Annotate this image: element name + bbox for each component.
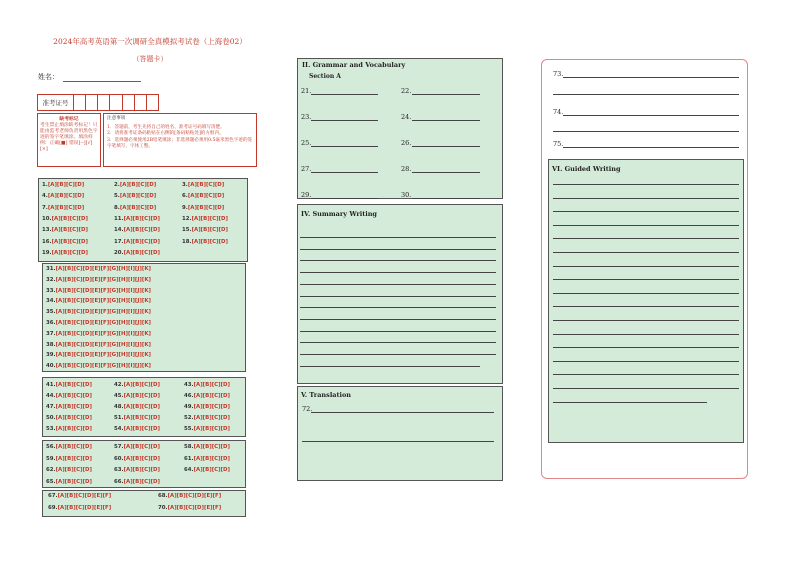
question-number: 49.: [184, 404, 194, 410]
instructions-heading: 注意事项: [107, 116, 126, 121]
question-number: 64.: [184, 467, 194, 474]
guided-writing-line[interactable]: [553, 238, 739, 239]
question-number: 53.: [46, 426, 56, 432]
question-number: 50.: [46, 415, 56, 421]
answer-options[interactable]: [A][B][C][D]: [55, 382, 92, 388]
grammar-item-label: 28.: [401, 165, 412, 173]
answer-options[interactable]: [A][B][C][D][E][F][G][H][I][J][K]: [55, 298, 151, 305]
answer-options[interactable]: [A][B][C][D]: [55, 415, 92, 421]
question-number: 36.: [46, 320, 56, 326]
question-number: 6.: [182, 193, 188, 200]
summary-writing-line[interactable]: [300, 307, 496, 308]
mc-question[interactable]: [158, 505, 221, 511]
mc-question[interactable]: [114, 205, 156, 211]
grammar-item-label: 23.: [301, 113, 312, 121]
summary-writing-box: [297, 204, 503, 384]
grammar-answer-line[interactable]: [412, 198, 480, 199]
mc-question[interactable]: [48, 493, 111, 499]
mc-question[interactable]: [46, 266, 151, 272]
guided-writing-line[interactable]: [553, 374, 739, 375]
translation-title: V. Translation: [301, 391, 352, 399]
mc-question[interactable]: [182, 182, 224, 188]
instructions-box: [103, 113, 257, 167]
question-number: 62.: [46, 467, 56, 474]
grammar-answer-line[interactable]: [311, 120, 378, 121]
absent-mark-heading: 缺考标记: [59, 116, 79, 122]
mc-question[interactable]: [42, 250, 88, 256]
answer-options[interactable]: [A][B][C][D][E][F][G][H][I][J][K]: [55, 276, 151, 283]
answer-options[interactable]: [A][B][C][D][E][F]: [57, 504, 112, 511]
answer-options[interactable]: [A][B][C][D]: [119, 204, 157, 211]
answer-options[interactable]: [A][B][C][D]: [51, 227, 88, 234]
question-number: 47.: [46, 404, 56, 410]
answer-options[interactable]: [A][B][C][D]: [123, 415, 160, 421]
mc-question[interactable]: [114, 182, 156, 188]
question-number: 14.: [114, 227, 124, 234]
grammar-answer-line[interactable]: [311, 146, 378, 147]
mc-question[interactable]: [114, 467, 160, 473]
mc-question[interactable]: [114, 227, 160, 233]
answer-options[interactable]: [A][B][C][D]: [123, 455, 160, 462]
summary-title: IV. Summary Writing: [301, 210, 377, 218]
answer-options[interactable]: [A][B][C][D]: [51, 215, 88, 222]
translation-box: [297, 386, 503, 481]
question-number: 56.: [46, 444, 56, 450]
question-number: 54.: [114, 426, 124, 432]
answer-options[interactable]: [A][B][C][D]: [191, 227, 228, 234]
mc-question[interactable]: [184, 404, 230, 410]
mc-question[interactable]: [114, 239, 160, 245]
question-number: 18.: [182, 238, 192, 245]
mc-question[interactable]: [46, 479, 92, 485]
guided-writing-line[interactable]: [553, 347, 739, 348]
answer-options[interactable]: [A][B][C][D]: [123, 444, 160, 450]
mc-question[interactable]: [48, 505, 111, 511]
question-number: 7.: [42, 204, 48, 211]
question-number: 2.: [114, 182, 120, 188]
grammar-item-label: 21.: [301, 87, 312, 95]
summary-writing-line[interactable]: [300, 354, 496, 355]
answer-options[interactable]: [A][B][C][D][E][F]: [167, 493, 222, 499]
summary-writing-line[interactable]: [300, 260, 496, 261]
answer-options[interactable]: [A][B][C][D][E][F][G][H][I][J][K]: [55, 341, 151, 348]
question-number: 45.: [114, 393, 124, 399]
answer-options[interactable]: [A][B][C][D]: [123, 404, 160, 410]
mc-question[interactable]: [42, 216, 88, 222]
mc-question[interactable]: [184, 456, 230, 462]
mc-question[interactable]: [184, 415, 230, 421]
answer-options[interactable]: [A][B][C][D][E][F]: [57, 493, 112, 499]
answer-options[interactable]: [A][B][C][D]: [193, 467, 230, 474]
answer-options[interactable]: [A][B][C][D]: [187, 204, 225, 211]
name-input[interactable]: [63, 74, 141, 82]
guided-writing-line[interactable]: [553, 388, 739, 389]
question-number: 65.: [46, 479, 56, 486]
answer-options[interactable]: [A][B][C][D]: [123, 382, 160, 388]
exam-number-cell[interactable]: [110, 95, 122, 110]
guided-writing-line[interactable]: [553, 252, 739, 253]
mc-question[interactable]: [46, 393, 92, 399]
question-number: 51.: [114, 415, 124, 421]
mc-question[interactable]: [114, 382, 160, 388]
mc-question[interactable]: [114, 444, 160, 450]
answer-options[interactable]: [A][B][C][D]: [191, 215, 228, 222]
answer-line[interactable]: [311, 412, 494, 413]
answer-options[interactable]: [A][B][C][D]: [191, 238, 228, 245]
grammar-answer-line[interactable]: [412, 120, 480, 121]
question-number: 38.: [46, 341, 56, 348]
answer-line[interactable]: [563, 147, 739, 148]
answer-options[interactable]: [A][B][C][D]: [47, 182, 85, 188]
answer-options[interactable]: [A][B][C][D][E][F][G][H][I][J][K]: [55, 352, 151, 359]
mc-question[interactable]: [46, 309, 151, 315]
question-number: 58.: [184, 444, 194, 450]
mc-question[interactable]: [42, 239, 88, 245]
answer-options[interactable]: [A][B][C][D][E][F][G][H][I][J][K]: [55, 309, 151, 316]
answer-options[interactable]: [A][B][C][D]: [193, 404, 230, 410]
summary-writing-line[interactable]: [300, 237, 496, 238]
grammar-section: Section A: [309, 73, 341, 80]
answer-options[interactable]: [A][B][C][D]: [55, 426, 92, 432]
answer-options[interactable]: [A][B][C][D]: [55, 479, 92, 486]
mc-question[interactable]: [114, 193, 156, 199]
mc-question[interactable]: [182, 227, 228, 233]
question-number: 32.: [46, 276, 56, 283]
grammar-answer-line[interactable]: [412, 94, 480, 95]
answer-line[interactable]: [563, 115, 739, 116]
question-number: 1.: [42, 182, 48, 188]
answer-options[interactable]: [A][B][C][D]: [55, 404, 92, 410]
question-number: 19.: [42, 249, 52, 256]
mc-question[interactable]: [42, 205, 84, 211]
mc-question[interactable]: [158, 493, 221, 499]
question-number: 11.: [114, 215, 124, 222]
mc-question[interactable]: [184, 426, 230, 432]
question-73-label: 73.: [553, 70, 564, 78]
guided-writing-line[interactable]: [553, 198, 739, 199]
answer-options[interactable]: [A][B][C][D]: [187, 182, 225, 188]
question-number: 4.: [42, 193, 48, 200]
question-number: 41.: [46, 382, 56, 388]
mc-question[interactable]: [46, 298, 151, 304]
answer-options[interactable]: [A][B][C][D]: [193, 415, 230, 421]
question-number: 61.: [184, 455, 194, 462]
answer-line[interactable]: [553, 94, 739, 95]
answer-options[interactable]: [A][B][C][D]: [123, 249, 160, 256]
answer-options[interactable]: [A][B][C][D]: [47, 193, 85, 200]
instruction-item: 3．选择题必须使用2B铅笔填涂；非选择题必须用0.5毫米黑色字迹的签字笔填写，字体工整。: [107, 137, 253, 149]
mc-question[interactable]: [46, 277, 151, 283]
question-number: 16.: [42, 238, 52, 245]
mc-question[interactable]: [46, 363, 151, 369]
mc-question[interactable]: [46, 426, 92, 432]
mc-question[interactable]: [46, 404, 92, 410]
question-number: 57.: [114, 444, 124, 450]
guided-writing-line[interactable]: [553, 334, 739, 335]
grammar-title: II. Grammar and Vocabulary: [302, 61, 406, 69]
question-number: 33.: [46, 287, 56, 294]
question-number: 52.: [184, 415, 194, 421]
mc-question[interactable]: [114, 250, 160, 256]
answer-options[interactable]: [A][B][C][D][E][F][G][H][I][J][K]: [55, 320, 151, 326]
mc-question[interactable]: [46, 352, 151, 358]
question-number: 67.: [48, 493, 58, 499]
question-number: 3.: [182, 182, 188, 188]
grammar-item-label: 22.: [401, 87, 412, 95]
answer-options[interactable]: [A][B][C][D]: [123, 426, 160, 432]
mc-question[interactable]: [114, 404, 160, 410]
answer-options[interactable]: [A][B][C][D]: [51, 238, 88, 245]
guided-writing-line[interactable]: [553, 266, 739, 267]
answer-options[interactable]: [A][B][C][D]: [123, 393, 160, 399]
mc-question[interactable]: [46, 382, 92, 388]
question-number: 10.: [42, 215, 52, 222]
summary-writing-line[interactable]: [300, 249, 496, 250]
question-number: 42.: [114, 382, 124, 388]
guided-writing-line[interactable]: [553, 225, 739, 226]
answer-options[interactable]: [A][B][C][D]: [51, 249, 88, 256]
answer-options[interactable]: [A][B][C][D]: [47, 204, 85, 211]
question-number: 15.: [182, 227, 192, 234]
answer-options[interactable]: [A][B][C][D]: [193, 444, 230, 450]
question-number: 39.: [46, 352, 56, 359]
mc-question[interactable]: [46, 320, 151, 326]
instruction-item: 1．答题前，考生先将自己的姓名、准考证号码填写清楚。: [107, 124, 225, 130]
question-75-label: 75.: [553, 140, 564, 148]
question-number: 60.: [114, 455, 124, 462]
answer-line[interactable]: [563, 77, 739, 78]
question-number: 17.: [114, 238, 124, 245]
mc-question[interactable]: [46, 444, 92, 450]
answer-options[interactable]: [A][B][C][D]: [55, 393, 92, 399]
absent-mark-text: 考生禁止填涂缺考标记！只能由监考老师负责用黑色字迹的签字笔填涂。填涂样例：正确[■] 错误[--][√][×]: [40, 123, 98, 152]
grammar-item-label: 30.: [401, 191, 412, 199]
answer-options[interactable]: [A][B][C][D]: [123, 215, 160, 222]
guided-writing-line[interactable]: [553, 306, 739, 307]
exam-number-cell[interactable]: [86, 95, 98, 110]
grammar-item-label: 25.: [301, 139, 312, 147]
answer-options[interactable]: [A][B][C][D]: [119, 193, 157, 200]
question-72-label: 72.: [302, 405, 313, 413]
exam-number-cell[interactable]: [147, 95, 158, 110]
answer-options[interactable]: [A][B][C][D]: [123, 238, 160, 245]
exam-number-cell[interactable]: [98, 95, 110, 110]
mc-question[interactable]: [46, 342, 151, 348]
mc-question[interactable]: [184, 382, 230, 388]
exam-number-cell[interactable]: [74, 95, 86, 110]
question-number: 66.: [114, 479, 124, 486]
question-74-label: 74.: [553, 108, 564, 116]
mc-question[interactable]: [114, 426, 160, 432]
grammar-item-label: 26.: [401, 139, 412, 147]
grammar-answer-line[interactable]: [412, 146, 480, 147]
question-number: 12.: [182, 215, 192, 222]
question-number: 68.: [158, 493, 168, 499]
answer-options[interactable]: [A][B][C][D]: [55, 455, 92, 462]
mc-question[interactable]: [46, 288, 151, 294]
summary-writing-line[interactable]: [300, 342, 496, 343]
mc-question[interactable]: [46, 467, 92, 473]
answer-line[interactable]: [553, 131, 739, 132]
question-number: 55.: [184, 426, 194, 432]
summary-writing-line[interactable]: [300, 331, 496, 332]
guided-writing-line[interactable]: [553, 211, 739, 212]
absent-mark-box: [37, 113, 101, 167]
grammar-vocabulary-box: [297, 58, 503, 199]
guided-writing-line[interactable]: [553, 361, 739, 362]
question-number: 34.: [46, 298, 56, 305]
answer-options[interactable]: [A][B][C][D]: [193, 382, 230, 388]
grammar-item-label: 27.: [301, 165, 312, 173]
question-number: 46.: [184, 393, 194, 399]
mc-question[interactable]: [42, 182, 84, 188]
question-number: 13.: [42, 227, 52, 234]
grammar-answer-line[interactable]: [412, 172, 480, 173]
question-number: 44.: [46, 393, 56, 399]
grammar-item-label: 29.: [301, 191, 312, 199]
answer-options[interactable]: [A][B][C][D]: [55, 444, 92, 450]
mc-question[interactable]: [42, 227, 88, 233]
guided-writing-line[interactable]: [553, 320, 739, 321]
answer-options[interactable]: [A][B][C][D][E][F][G][H][I][J][K]: [55, 287, 151, 294]
name-label: 姓名：: [38, 73, 59, 81]
question-number: 70.: [158, 504, 168, 511]
question-number: 59.: [46, 455, 56, 462]
answer-options[interactable]: [A][B][C][D]: [119, 182, 157, 188]
question-number: 31.: [46, 266, 56, 272]
mc-question[interactable]: [46, 456, 92, 462]
summary-writing-line[interactable]: [300, 272, 496, 273]
guided-writing-line[interactable]: [553, 184, 739, 185]
answer-options[interactable]: [A][B][C][D]: [55, 467, 92, 474]
question-number: 40.: [46, 363, 56, 370]
mc-question[interactable]: [46, 415, 92, 421]
mc-question[interactable]: [182, 216, 228, 222]
answer-options[interactable]: [A][B][C][D]: [193, 455, 230, 462]
question-number: 8.: [114, 204, 120, 211]
summary-writing-line[interactable]: [300, 296, 496, 297]
instruction-item: 2．请将准考证条码粘贴在右侧的[条码粘贴处]的方框内。: [107, 131, 224, 136]
question-number: 43.: [184, 382, 194, 388]
guided-writing-line[interactable]: [553, 279, 739, 280]
answer-options[interactable]: [A][B][C][D][E][F][G][H][I][J][K]: [55, 266, 151, 272]
question-number: 63.: [114, 467, 124, 474]
mc-question[interactable]: [184, 444, 230, 450]
mc-question[interactable]: [182, 193, 224, 199]
exam-number-cell[interactable]: [123, 95, 135, 110]
exam-number-cell[interactable]: [135, 95, 147, 110]
page-title: 2024年高考英语第一次调研全真模拟考试卷（上海卷02）: [53, 37, 247, 46]
mc-question[interactable]: [114, 393, 160, 399]
question-number: 5.: [114, 193, 120, 200]
answer-options[interactable]: [A][B][C][D]: [123, 479, 160, 486]
mc-question[interactable]: [184, 393, 230, 399]
question-number: 20.: [114, 249, 124, 256]
grammar-answer-line[interactable]: [311, 94, 378, 95]
guided-writing-line[interactable]: [553, 402, 707, 403]
question-number: 69.: [48, 504, 58, 511]
answer-options[interactable]: [A][B][C][D]: [193, 426, 230, 432]
answer-options[interactable]: [A][B][C][D]: [123, 467, 160, 474]
answer-options[interactable]: [A][B][C][D][E][F][G][H][I][J][K]: [55, 330, 151, 337]
mc-question[interactable]: [184, 467, 230, 473]
answer-line[interactable]: [302, 441, 494, 442]
mc-question[interactable]: [114, 415, 160, 421]
page-subtitle: （答题卡）: [132, 55, 168, 63]
answer-options[interactable]: [A][B][C][D]: [187, 193, 225, 200]
question-number: 9.: [182, 204, 188, 211]
mc-question[interactable]: [182, 239, 228, 245]
mc-question[interactable]: [182, 205, 224, 211]
grammar-item-label: 24.: [401, 113, 412, 121]
name-row: [38, 72, 141, 82]
answer-options[interactable]: [A][B][C][D][E][F]: [167, 504, 222, 511]
exam-number-label: 准考证号: [38, 95, 74, 110]
mc-question[interactable]: [114, 216, 160, 222]
answer-options[interactable]: [A][B][C][D][E][F][G][H][I][J][K]: [55, 363, 151, 370]
mc-question[interactable]: [46, 331, 151, 337]
mc-question[interactable]: [114, 456, 160, 462]
guided-writing-box: [548, 159, 744, 443]
summary-writing-line[interactable]: [300, 284, 496, 285]
mc-question[interactable]: [114, 479, 160, 485]
question-number: 35.: [46, 309, 56, 316]
guided-title: VI. Guided Writing: [552, 165, 621, 173]
grammar-answer-line[interactable]: [311, 198, 378, 199]
summary-writing-line[interactable]: [300, 319, 496, 320]
mc-question[interactable]: [42, 193, 84, 199]
summary-writing-line[interactable]: [300, 366, 480, 367]
question-number: 48.: [114, 404, 124, 410]
grammar-answer-line[interactable]: [311, 172, 378, 173]
guided-writing-line[interactable]: [553, 293, 739, 294]
answer-options[interactable]: [A][B][C][D]: [123, 227, 160, 234]
answer-options[interactable]: [A][B][C][D]: [193, 393, 230, 399]
question-number: 37.: [46, 330, 56, 337]
exam-number-grid: [37, 94, 159, 111]
